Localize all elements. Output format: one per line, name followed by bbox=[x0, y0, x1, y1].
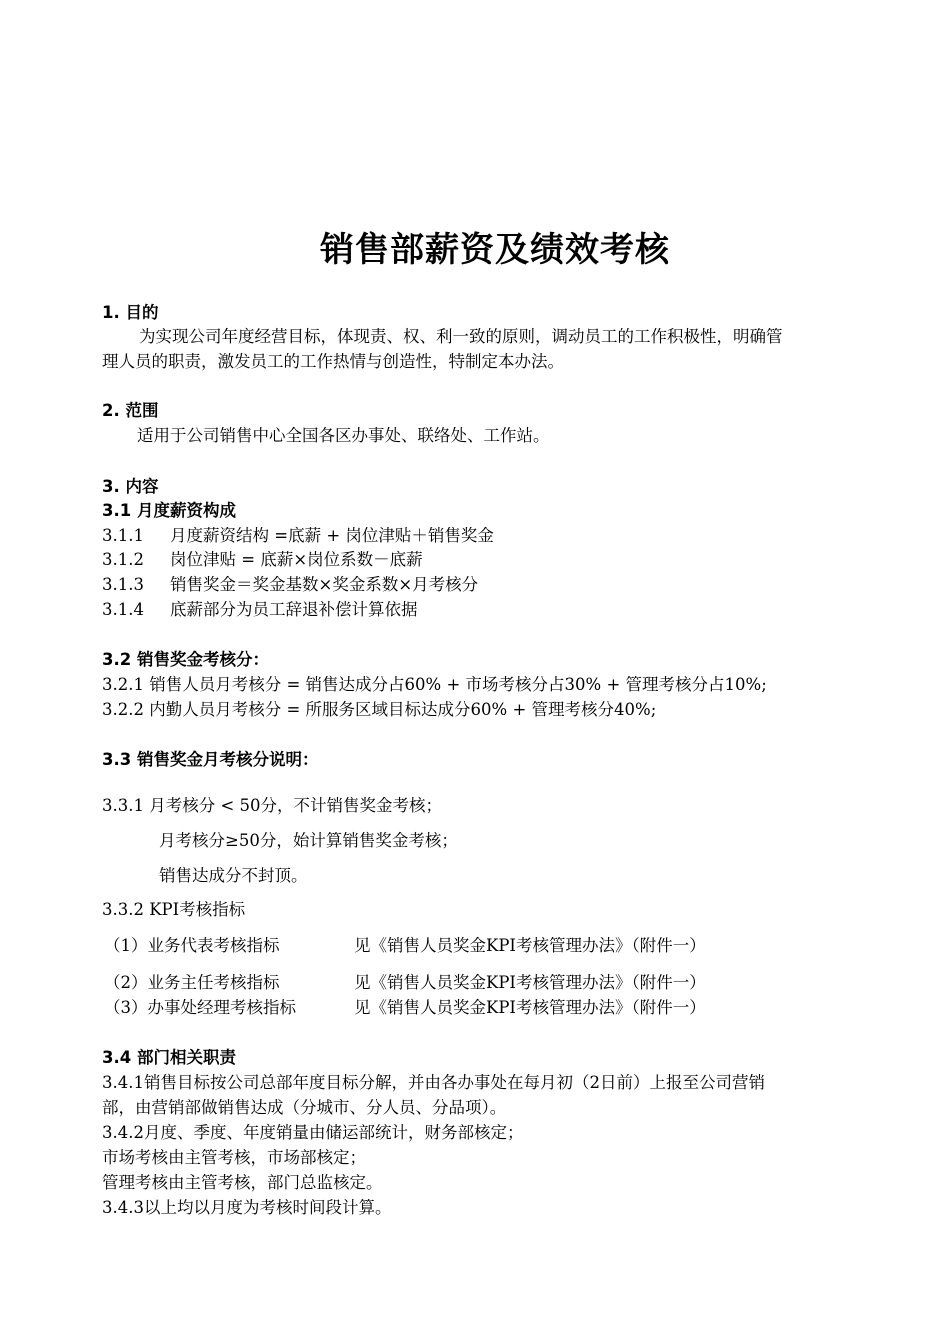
section-2-heading: 2. 范围 bbox=[102, 401, 159, 420]
section-3-3-heading: 3.3 销售奖金月考核分说明： bbox=[102, 750, 319, 769]
section-3-3-2-heading: 3.3.2 KPI考核指标 bbox=[102, 900, 246, 919]
section-3-3-1-line-2: 月考核分≥50分，始计算销售奖金考核； bbox=[159, 831, 458, 850]
kpi-reference: 见《销售人员奖金KPI考核管理办法》（附件一） bbox=[354, 998, 706, 1017]
kpi-role: （3）办事处经理考核指标 bbox=[104, 998, 296, 1017]
kpi-row-2 bbox=[104, 971, 706, 995]
section-1-paragraph-line-2: 理人员的职责，激发员工的工作热情与创造性，特制定本办法。 bbox=[102, 352, 564, 371]
kpi-role: （2）业务主任考核指标 bbox=[104, 973, 280, 992]
section-3-4-line-6: 3.4.3以上均以月度为考核时间段计算。 bbox=[102, 1198, 392, 1217]
section-3-4-line-4: 市场考核由主管考核，市场部核定； bbox=[102, 1148, 366, 1167]
kpi-row-3 bbox=[104, 996, 706, 1020]
section-3-4-line-1: 3.4.1销售目标按公司总部年度目标分解，并由各办事处在每月初（2日前）上报至公司营销 bbox=[102, 1073, 765, 1092]
section-3-1-heading: 3.1 月度薪资构成 bbox=[102, 501, 236, 520]
section-3-1-3 bbox=[102, 573, 478, 597]
item-text: 岗位津贴 = 底薪×岗位系数－底薪 bbox=[170, 550, 423, 569]
document-title: 销售部薪资及绩效考核 bbox=[320, 230, 670, 270]
kpi-reference: 见《销售人员奖金KPI考核管理办法》（附件一） bbox=[354, 973, 706, 992]
section-3-4-line-3: 3.4.2月度、季度、年度销量由储运部统计，财务部核定； bbox=[102, 1123, 524, 1142]
section-3-4-heading: 3.4 部门相关职责 bbox=[102, 1048, 236, 1067]
section-1-heading: 1. 目的 bbox=[102, 303, 159, 322]
kpi-row-1 bbox=[104, 934, 706, 958]
section-3-2-2: 3.2.2 内勤人员月考核分 = 所服务区域目标达成分60% + 管理考核分40%; bbox=[102, 700, 657, 719]
section-1-paragraph-line-1: 为实现公司年度经营目标，体现责、权、利一致的原则，调动员工的工作积极性，明确管 bbox=[139, 327, 783, 346]
kpi-reference: 见《销售人员奖金KPI考核管理办法》（附件一） bbox=[354, 936, 706, 955]
section-3-3-1-line-1: 3.3.1 月考核分 < 50分，不计销售奖金考核； bbox=[102, 796, 443, 815]
section-3-2-1: 3.2.1 销售人员月考核分 = 销售达成分占60% + 市场考核分占30% + 管理考核分占10%; bbox=[102, 675, 767, 694]
item-number: 3.1.3 bbox=[102, 575, 144, 594]
section-3-3-1-line-3: 销售达成分不封顶。 bbox=[159, 866, 308, 885]
item-text: 销售奖金＝奖金基数×奖金系数×月考核分 bbox=[170, 575, 479, 594]
section-3-4-line-5: 管理考核由主管考核，部门总监核定。 bbox=[102, 1173, 383, 1192]
section-3-heading: 3. 内容 bbox=[102, 477, 159, 496]
section-3-1-2 bbox=[102, 548, 423, 572]
item-number: 3.1.1 bbox=[102, 526, 144, 545]
item-number: 3.1.2 bbox=[102, 550, 144, 569]
item-text: 底薪部分为员工辞退补偿计算依据 bbox=[170, 600, 418, 619]
section-3-2-heading: 3.2 销售奖金考核分： bbox=[102, 650, 269, 669]
item-number: 3.1.4 bbox=[102, 600, 144, 619]
item-text: 月度薪资结构 =底薪 + 岗位津贴＋销售奖金 bbox=[170, 526, 494, 545]
kpi-role: （1）业务代表考核指标 bbox=[104, 936, 280, 955]
section-3-1-1 bbox=[102, 524, 494, 548]
section-3-1-4 bbox=[102, 598, 418, 622]
section-3-4-line-2: 部，由营销部做销售达成（分城市、分人员、分品项）。 bbox=[102, 1098, 507, 1117]
section-2-paragraph: 适用于公司销售中心全国各区办事处、联络处、工作站。 bbox=[137, 426, 550, 445]
